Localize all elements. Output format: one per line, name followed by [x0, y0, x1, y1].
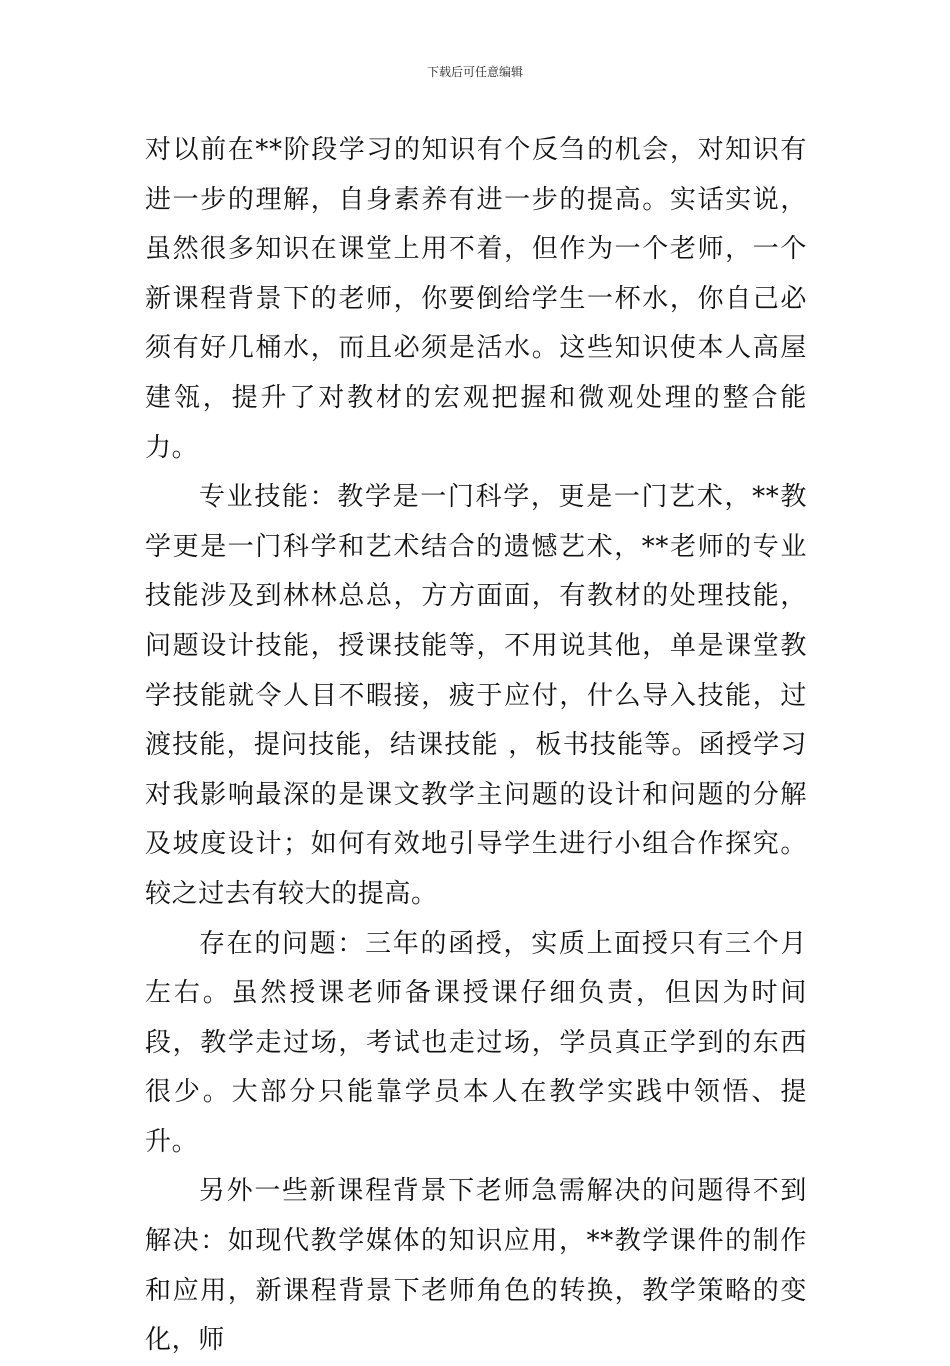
paragraph-professional-skills: 专业技能：教学是一门科学，更是一门艺术，**教学更是一门科学和艺术结合的遗憾艺术，**老师的专业技能涉及到林林总总，方方面面，有教材的处理技能，问题设计技能，授课技能等，不用说其他，单是课堂教学技能就令人目不暇接，疲于应付，什么导入技能，过渡技能，提问技能，结课技能 ，板书技能等。函授学习对我影响最深的是课文教学主问题的设计和问题的分解及坡度设计；如何有效地引导学生进行小组合作探究。较之过去有较大的提高。 [145, 482, 807, 909]
document-body [145, 126, 807, 1366]
paragraph-existing-problems: 存在的问题：三年的函授，实质上面授只有三个月左右。虽然授课老师备课授课仔细负责，但因为时间段，教学走过场，考试也走过场，学员真正学到的东西很少。大部分只能靠学员本人在教学实践中领悟、提升。 [145, 928, 807, 1157]
paragraph-continuation: 对以前在**阶段学习的知识有个反刍的机会，对知识有进一步的理解，自身素养有进一步的提高。实话实说，虽然很多知识在课堂上用不着，但作为一个老师，一个新课程背景下的老师，你要倒给学生一杯水，你自己必须有好几桶水，而且必须是活水。这些知识使本人高屋建瓴，提升了对教材的宏观把握和微观处理的整合能力。 [145, 135, 807, 463]
paragraph-unresolved-issues: 另外一些新课程背景下老师急需解决的问题得不到解决：如现代教学媒体的知识应用，**教学课件的制作和应用，新课程背景下老师角色的转换，教学策略的变化，师 [145, 1176, 807, 1356]
page-header: 下载后可任意编辑 [426, 65, 523, 79]
